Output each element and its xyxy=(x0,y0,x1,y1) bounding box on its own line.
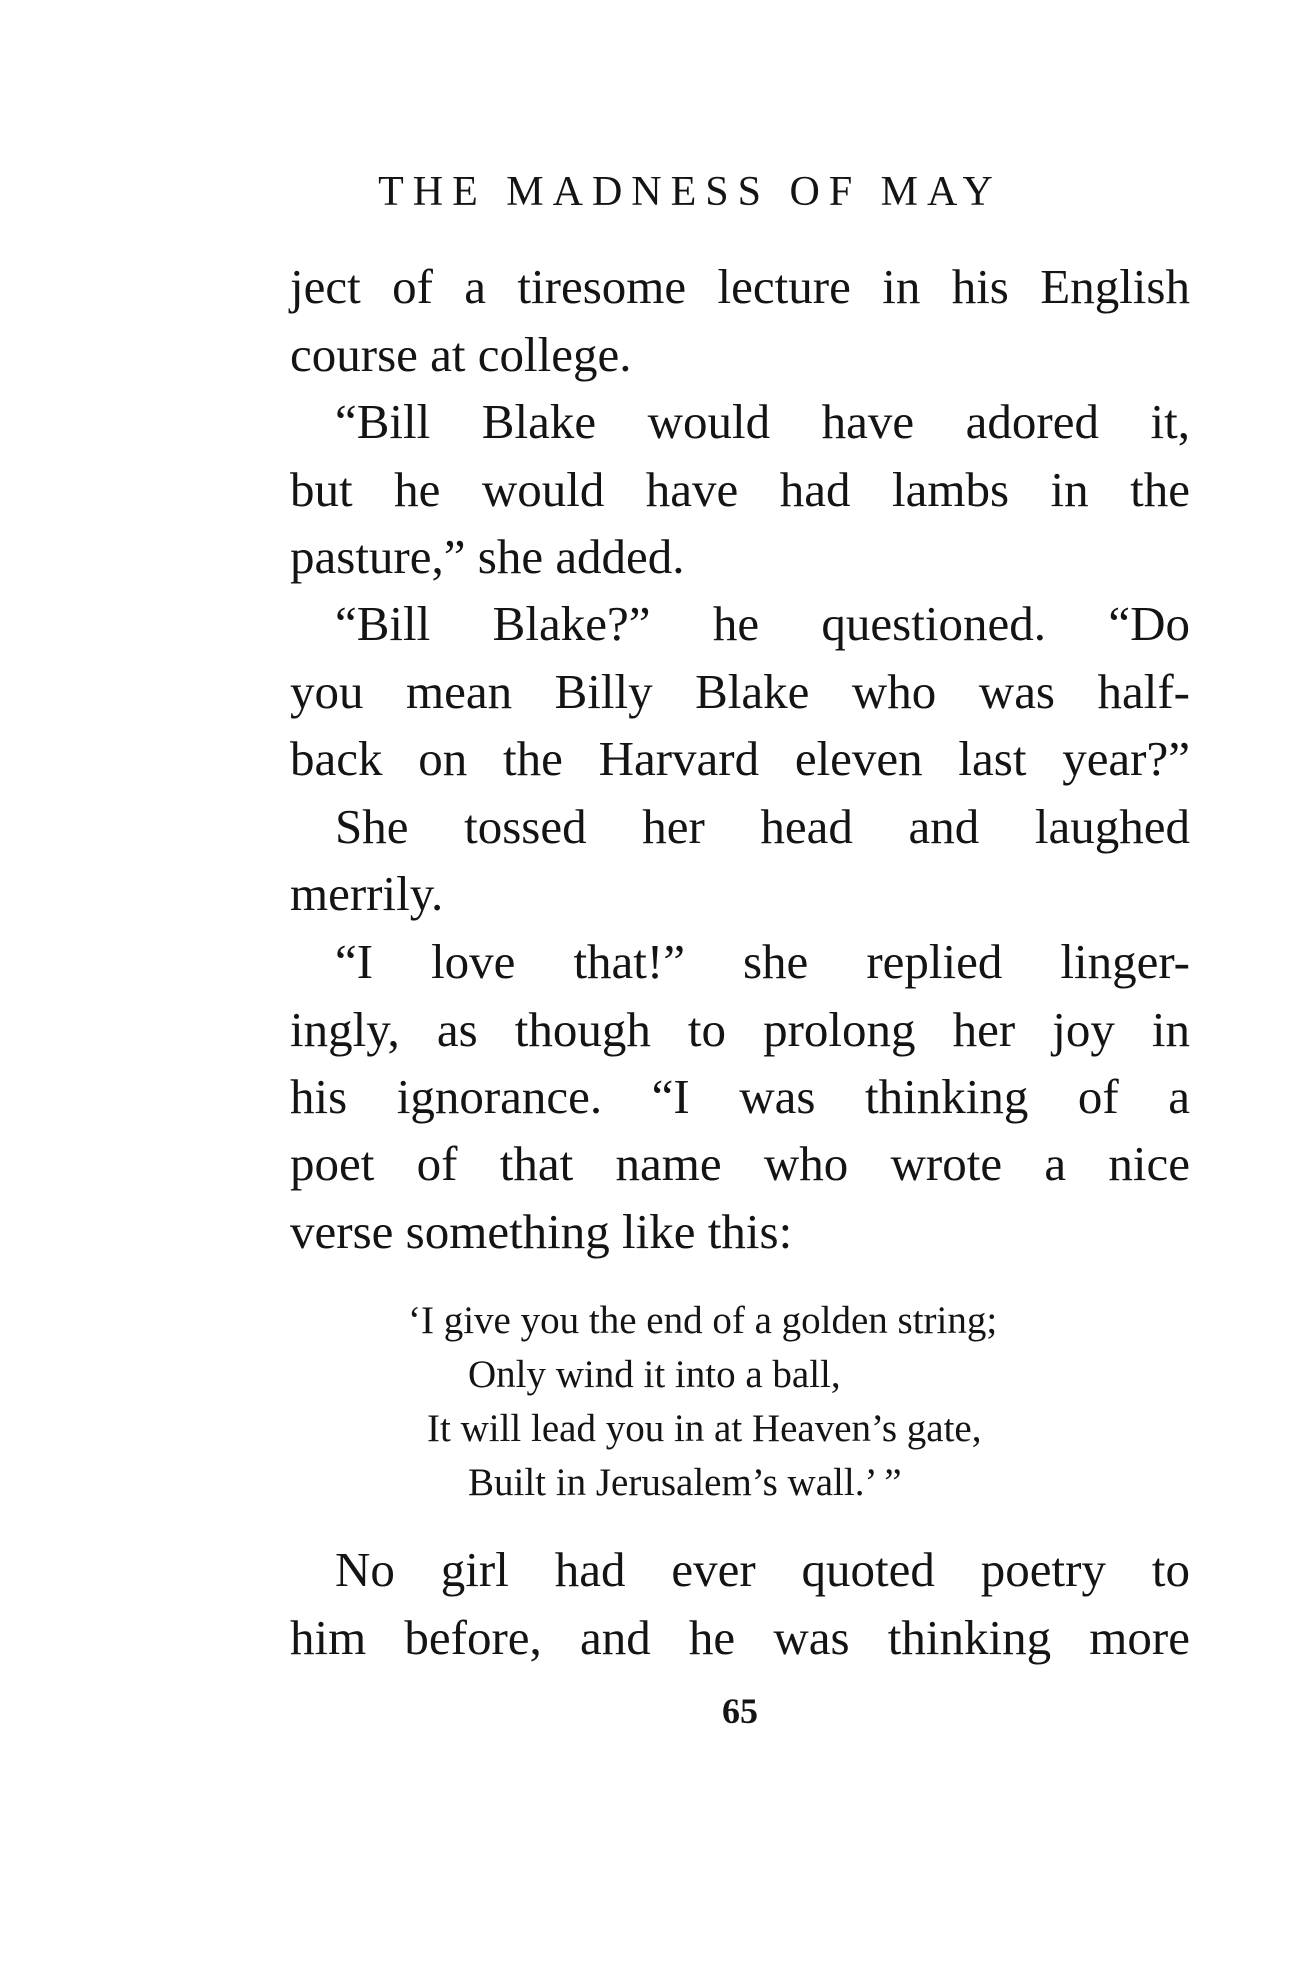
body-line: She tossed her head and laughed xyxy=(335,799,1190,854)
body-line: merrily. xyxy=(290,866,444,921)
body-line: No girl had ever quoted poetry to xyxy=(335,1542,1190,1597)
body-line: ject of a tiresome lecture in his English xyxy=(290,259,1190,314)
body-line: course at college. xyxy=(290,327,632,382)
body-line: “Bill Blake would have adored it, xyxy=(335,394,1190,449)
body-line: his ignorance. “I was thinking of a xyxy=(290,1069,1190,1124)
page-number: 65 xyxy=(722,1691,758,1731)
body-line: but he would have had lambs in the xyxy=(290,462,1190,517)
running-head: THE MADNESS OF MAY xyxy=(378,169,1002,215)
body-line: ingly, as though to prolong her joy in xyxy=(290,1002,1190,1057)
body-line: verse something like this: xyxy=(290,1204,793,1259)
body-line: pasture,” she added. xyxy=(290,529,685,584)
verse-line: ‘I give you the end of a golden string; xyxy=(408,1299,998,1342)
verse-line: It will lead you in at Heaven’s gate, xyxy=(427,1407,982,1450)
body-line: him before, and he was thinking more xyxy=(290,1610,1190,1665)
verse-line: Built in Jerusalem’s wall.’ ” xyxy=(468,1461,902,1504)
verse-line: Only wind it into a ball, xyxy=(468,1353,841,1396)
body-line: “Bill Blake?” he questioned. “Do xyxy=(335,596,1190,651)
body-line: back on the Harvard eleven last year?” xyxy=(290,731,1190,786)
body-line: “I love that!” she replied linger- xyxy=(335,934,1190,989)
body-line: poet of that name who wrote a nice xyxy=(290,1136,1190,1191)
body-line: you mean Billy Blake who was half- xyxy=(290,664,1190,719)
